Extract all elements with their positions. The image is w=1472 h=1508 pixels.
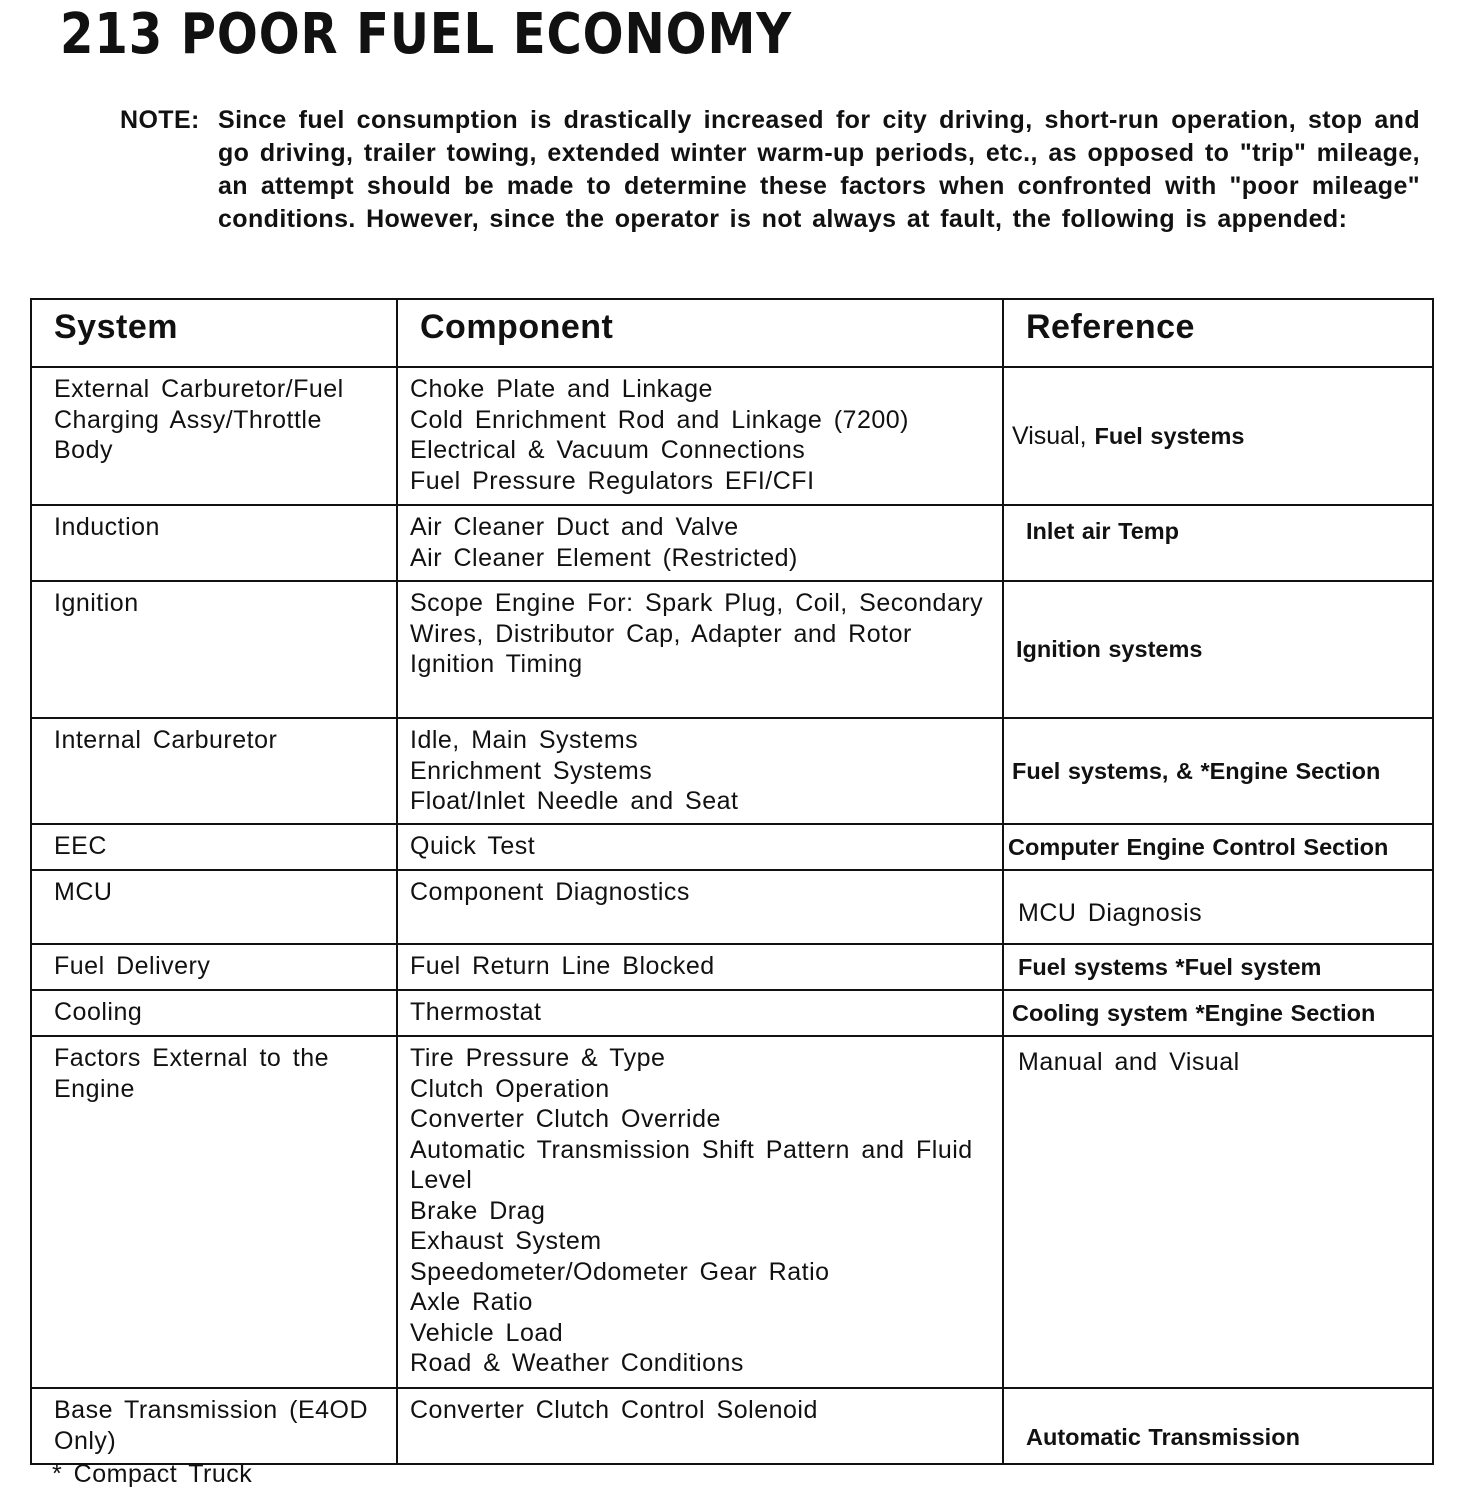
component-item: Float/Inlet Needle and Seat [410,787,739,815]
component-item: Automatic Transmission Shift Pattern and Fluid Level [410,1135,973,1194]
component-cell [397,581,1003,718]
page-title: 213 POOR FUEL ECONOMY [60,2,792,67]
note [120,104,1420,236]
component-item: Thermostat [410,998,542,1026]
component-item: Scope Engine For: Spark Plug, Coil, Secondary Wires, Distributor Cap, Adapter and Rotor [410,589,984,648]
component-item: Tire Pressure & Type [410,1044,666,1072]
component-cell [397,944,1003,990]
component-item: Quick Test [410,832,536,860]
system-cell: Fuel Delivery [31,944,397,990]
reference-cell: Manual and Visual [1003,1036,1433,1388]
table-row [31,990,1433,1036]
component-cell [397,870,1003,944]
footnote: * Compact Truck [52,1460,253,1488]
component-item: Fuel Pressure Regulators EFI/CFI [410,466,815,495]
reference-cell: Fuel systems *Fuel system [1003,944,1433,990]
system-cell: Cooling [31,990,397,1036]
note-label: NOTE: [120,106,200,134]
component-item: Fuel Return Line Blocked [410,952,715,980]
reference-plain-text: Visual, [1012,421,1095,450]
header-reference: Reference [1003,299,1433,367]
component-cell [397,1036,1003,1388]
reference-cell: Automatic Transmission [1003,1388,1433,1464]
system-cell: Base Transmission (E4OD Only) [31,1388,397,1464]
note-text: Since fuel consumption is drastically increased for city driving, short-run operation, stop and go driving, trailer towing, extended winter warm-up periods, etc., as opposed to "trip" mileage, an attempt should be made to determine these factors when confronted with "poor mileage" conditions. However, since the operator is not always at fault, the following is appended: [218,106,1420,233]
system-cell: Factors External to the Engine [31,1036,397,1388]
table-row [31,1388,1433,1464]
system-cell: Ignition [31,581,397,718]
reference-cell: Cooling system *Engine Section [1003,990,1433,1036]
system-cell: MCU [31,870,397,944]
component-item: Road & Weather Conditions [410,1349,744,1377]
component-item: Converter Clutch Override [410,1105,721,1133]
table-row [31,944,1433,990]
table-row [31,505,1433,581]
component-item: Electrical & Vacuum Connections [410,436,806,464]
header-component: Component [397,299,1003,367]
component-cell [397,824,1003,870]
diagnosis-table [30,298,1434,1465]
table-row [31,1036,1433,1388]
component-item: Converter Clutch Control Solenoid [410,1396,818,1424]
component-cell [397,990,1003,1036]
header-system: System [31,299,397,367]
component-item: Cold Enrichment Rod and Linkage (7200) [410,405,909,434]
system-cell: External Carburetor/Fuel Charging Assy/Throttle Body [31,367,397,505]
component-item: Choke Plate and Linkage [410,375,713,403]
component-item: Ignition Timing [410,650,583,678]
table-row [31,824,1433,870]
component-cell [397,718,1003,824]
component-item: Idle, Main Systems [410,726,639,754]
component-item: Enrichment Systems [410,756,653,785]
reference-cell [1003,367,1433,505]
reference-cell: Computer Engine Control Section [1003,824,1433,870]
component-item: Air Cleaner Element (Restricted) [410,543,798,572]
component-item: Brake Drag [410,1196,546,1225]
reference-bold-text: Fuel systems [1094,422,1245,449]
component-item: Clutch Operation [410,1074,610,1103]
component-item: Component Diagnostics [410,878,690,906]
system-cell: Internal Carburetor [31,718,397,824]
reference-cell: MCU Diagnosis [1003,870,1433,944]
component-item: Vehicle Load [410,1318,564,1347]
component-item: Axle Ratio [410,1288,533,1316]
table-row [31,581,1433,718]
table-row [31,870,1433,944]
component-item: Exhaust System [410,1227,602,1255]
component-cell [397,505,1003,581]
system-cell: EEC [31,824,397,870]
table-row [31,718,1433,824]
component-item: Air Cleaner Duct and Valve [410,513,739,541]
reference-cell: Fuel systems, & *Engine Section [1003,718,1433,824]
reference-cell: Inlet air Temp [1003,505,1433,581]
system-cell: Induction [31,505,397,581]
component-cell [397,1388,1003,1464]
component-item: Speedometer/Odometer Gear Ratio [410,1257,830,1286]
table-header-row [31,299,1433,367]
table-row [31,367,1433,505]
reference-cell: Ignition systems [1003,581,1433,718]
component-cell [397,367,1003,505]
